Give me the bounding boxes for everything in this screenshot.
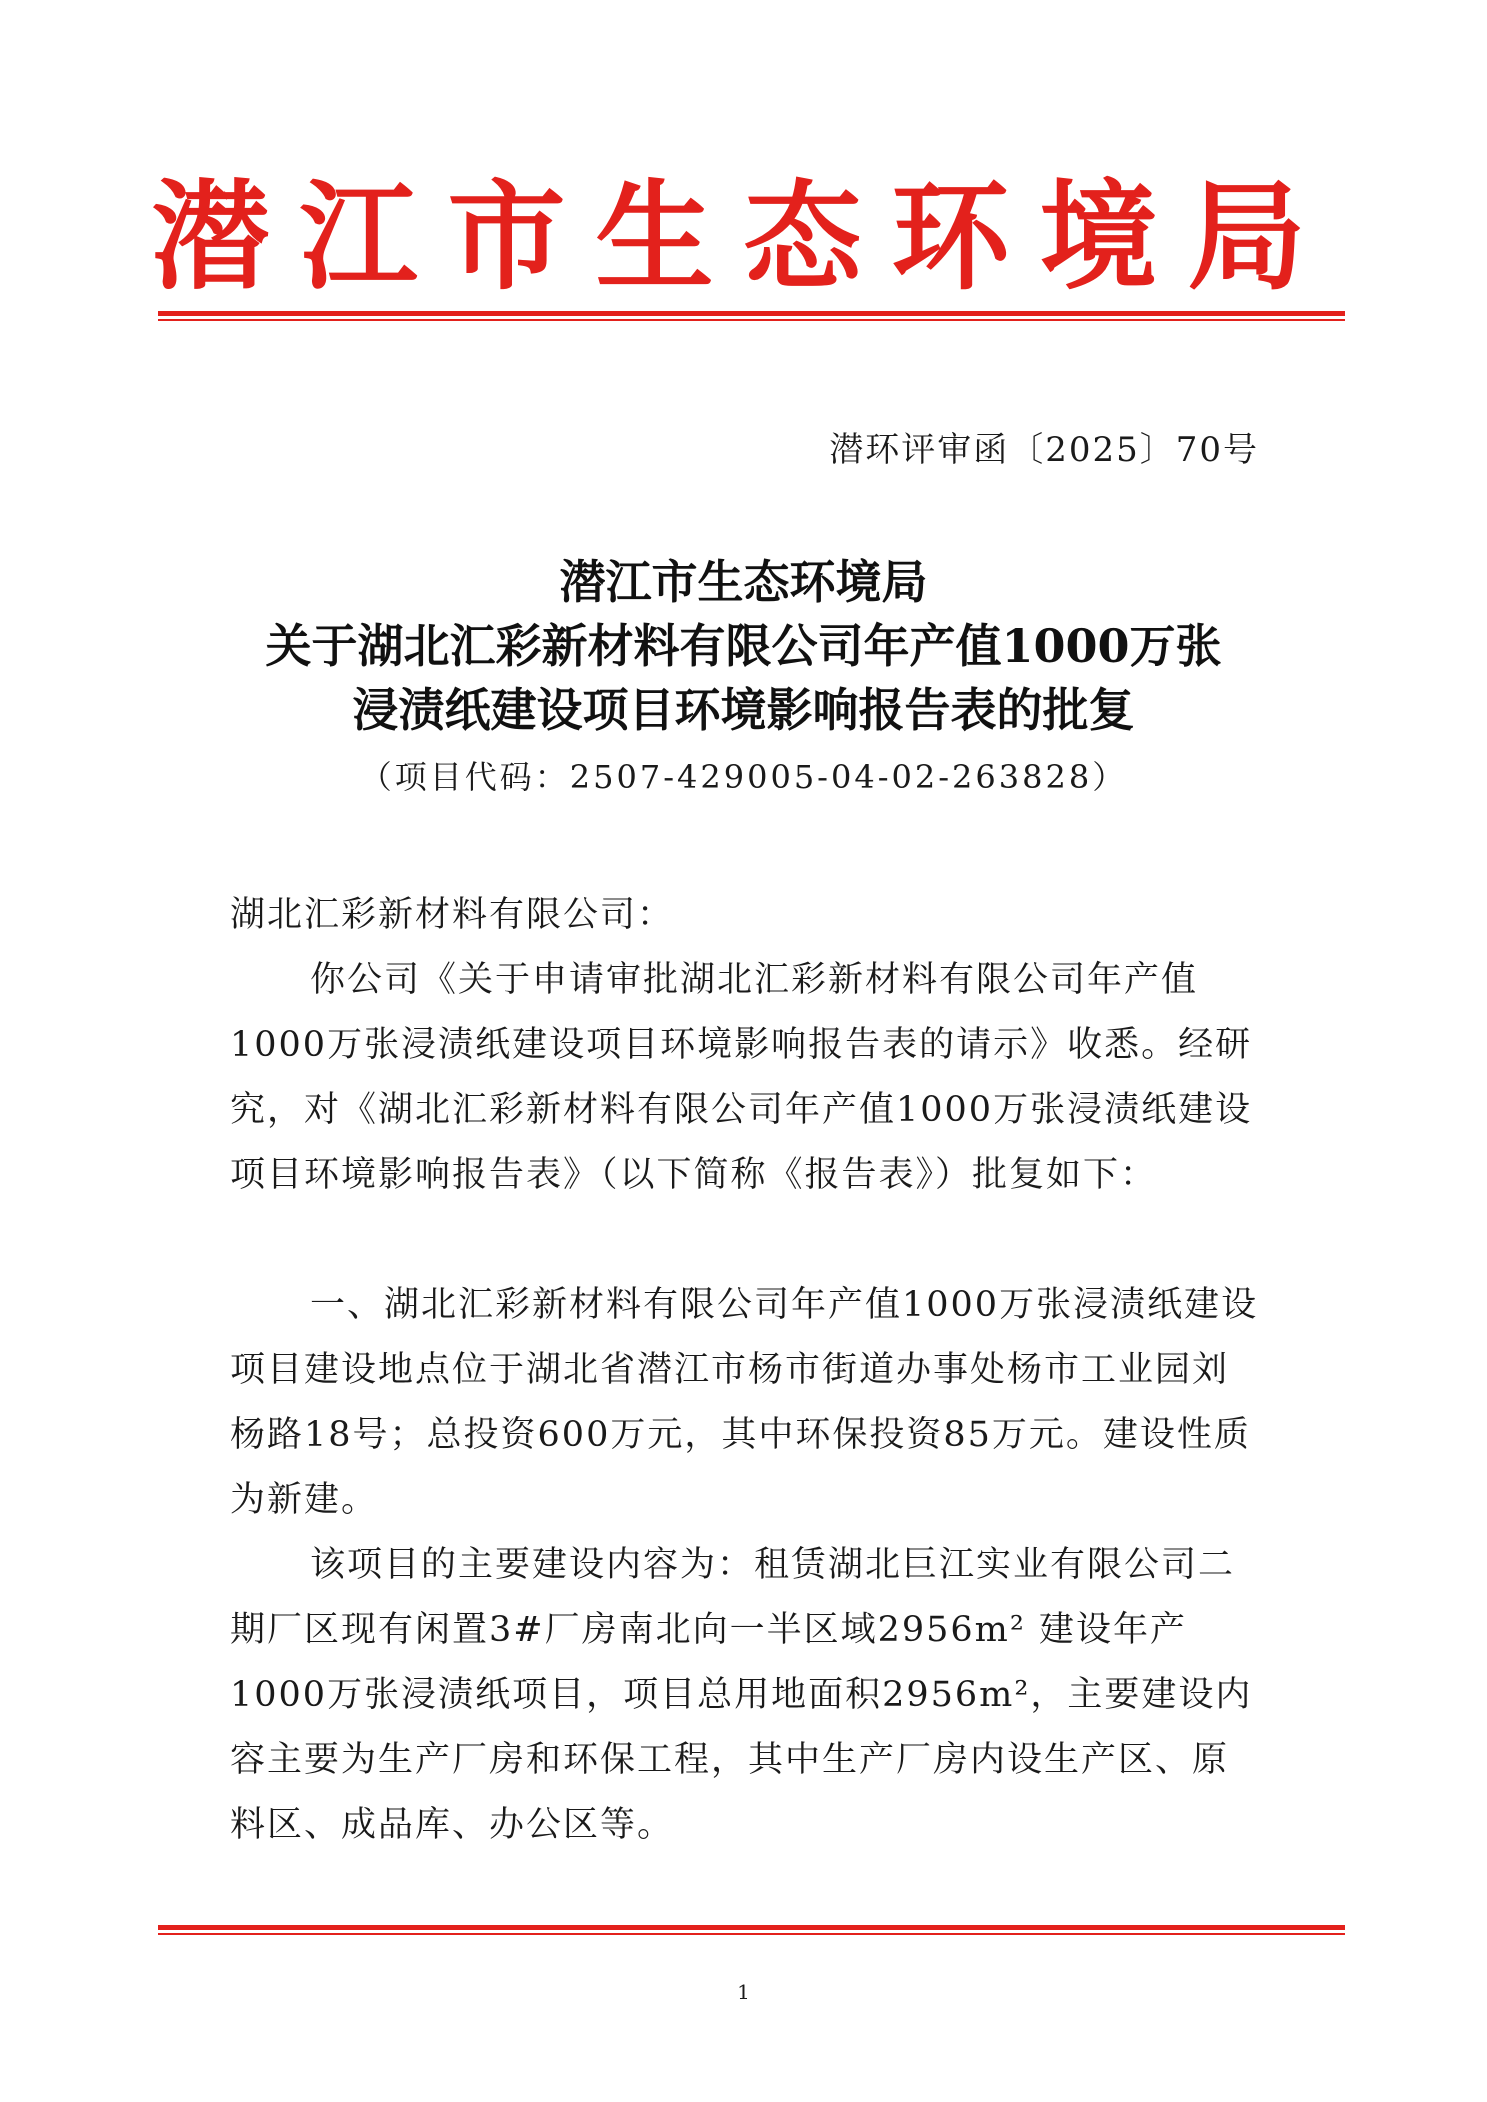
- project-code: （项目代码：2507-429005-04-02-263828）: [359, 758, 1128, 796]
- footer-red-rule: [158, 1925, 1345, 1933]
- document-number: 潜环评审函〔2025〕70号: [829, 430, 1259, 470]
- masthead-title: 潜江市生态环境局: [151, 167, 1336, 306]
- body-paragraph-1: 你公司《关于申请审批湖北汇彩新材料有限公司年产值1000万张浸渍纸建设项目环境影响报告表的请示》收悉。经研究，对《湖北汇彩新材料有限公司年产值1000万张浸渍纸建设项目环境影响报告表》（以下简称《报告表》）批复如下：: [230, 960, 1253, 1195]
- document-title-line-2: 关于湖北汇彩新材料有限公司年产值1000万张: [265, 619, 1222, 673]
- document-title-line-3: 浸渍纸建设项目环境影响报告表的批复: [352, 683, 1135, 737]
- masthead-red-rule: [158, 311, 1345, 319]
- body-paragraph-2: 一、湖北汇彩新材料有限公司年产值1000万张浸渍纸建设项目建设地点位于湖北省潜江市杨市街道办事处杨市工业园刘杨路18号；总投资600万元，其中环保投资85万元。建设性质为新建。: [230, 1285, 1259, 1520]
- page-number: 1: [737, 1980, 750, 2004]
- document-title-line-1: 潜江市生态环境局: [559, 555, 928, 609]
- body-paragraph-3: 该项目的主要建设内容为：租赁湖北巨江实业有限公司二期厂区现有闲置3#厂房南北向一半区域2956m² 建设年产1000万张浸渍纸项目，项目总用地面积2956m²，主要建设内容主要为生产厂房和环保工程，其中生产厂房内设生产区、原料区、成品库、办公区等。: [230, 1545, 1253, 1845]
- addressee: 湖北汇彩新材料有限公司：: [230, 895, 675, 935]
